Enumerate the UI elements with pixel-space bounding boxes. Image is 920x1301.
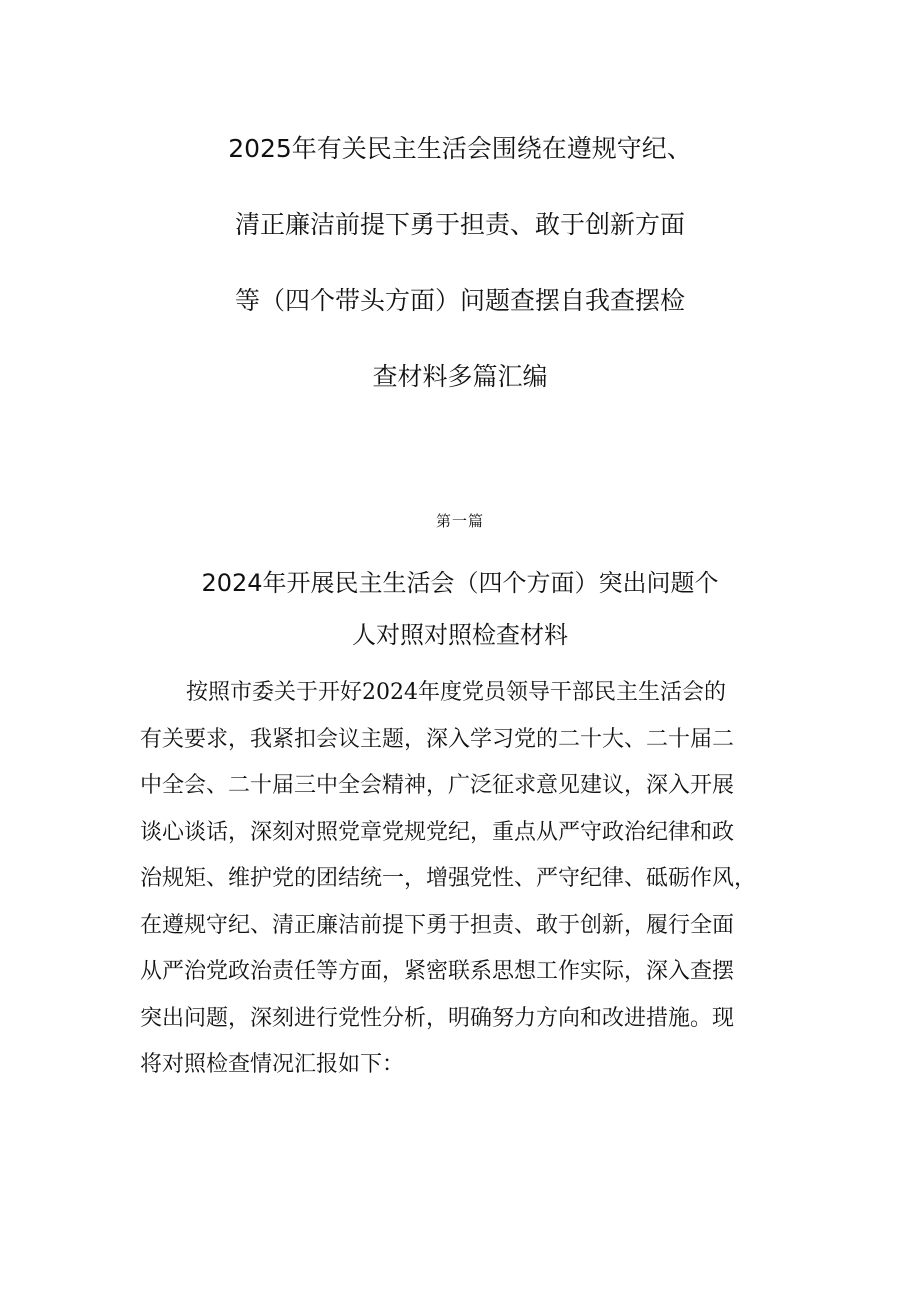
body-line: 中全会、二十届三中全会精神，广泛征求意见建议，深入开展 (140, 773, 735, 798)
article-title-line-2: 人对照对照检查材料 (352, 621, 568, 649)
main-title-line-2: 清正廉洁前提下勇于担责、敢于创新方面 (234, 210, 685, 239)
body-paragraph (140, 670, 800, 1089)
article-title-line-1: 2024年开展民主生活会（四个方面）突出问题个 (201, 569, 719, 597)
main-title-line-1: 2025年有关民主生活会围绕在遵规守纪、 (228, 134, 692, 163)
body-line: 将对照检查情况汇报如下： (140, 1052, 405, 1077)
body-line: 在遵规守纪、清正廉洁前提下勇于担责、敢于创新，履行全面 (140, 912, 735, 938)
body-line: 突出问题，深刻进行党性分析，明确努力方向和改进措施。现 (140, 1005, 735, 1031)
body-line: 谈心谈话，深刻对照党章党规党纪，重点从严守政治纪律和政 (140, 819, 735, 845)
body-line: 按照市委关于开好2024年度党员领导干部民主生活会的 (186, 680, 726, 705)
section-label: 第一篇 (435, 512, 484, 530)
article-title (0, 563, 920, 667)
main-title-line-3: 等（四个带头方面）问题查摆自我查摆检 (234, 286, 685, 315)
body-line: 有关要求，我紧扣会议主题，深入学习党的二十大、二十届二 (140, 726, 735, 752)
body-line: 治规矩、维护党的团结统一，增强党性、严守纪律、砥砺作风， (140, 866, 757, 891)
body-line: 从严治党政治责任等方面，紧密联系思想工作实际，深入查摆 (140, 959, 735, 984)
main-title-line-4: 查材料多篇汇编 (372, 362, 548, 391)
document-main-title (0, 130, 920, 434)
